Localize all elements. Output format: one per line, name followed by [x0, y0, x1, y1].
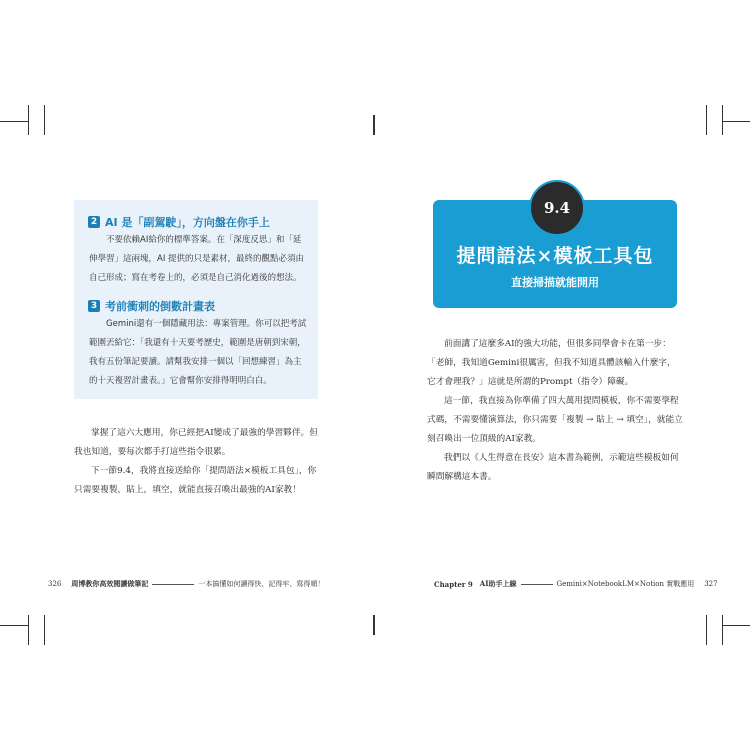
book-subtitle: 一本搞懂如何讀得快、記得牢、寫得順！: [198, 580, 325, 588]
footer-rule: [152, 584, 194, 585]
chapter-title: AI助手上線: [479, 579, 517, 588]
tip-title: AI 是「副駕駛」，方向盤在你手上: [105, 216, 270, 229]
body-paragraph: 下一節9.4，我將直接送給你「提問語法×模板工具包」，你只需要複製，貼上，填空，就能直接召喚出最強的AI家教！: [74, 466, 317, 495]
tip-title: 考前衝刺的倒數計畫表: [105, 300, 215, 313]
body-paragraph: 掌握了這六大應用，你已經把AI變成了最強的學習夥伴。但我也知道，要每次都手打這些指令很累。: [74, 428, 318, 457]
running-title: Gemini×NotebookLM×Notion 實戰應用: [556, 580, 695, 588]
tip-text: 不要依賴AI給你的標準答案。在「深度反思」和「延伸學習」這兩塊，AI 提供的只是素材，最終的觀點必須由自己形成；寫在考卷上的，必須是自己消化過後的想法。: [89, 235, 305, 283]
footer-rule: [521, 584, 553, 585]
tip-text: Gemini還有一個隱藏用法：專案管理。你可以把考試範圍丟給它：「我還有十天要考歷史，範圍是唐朝到宋朝，我有五份筆記要讀。請幫我安排一個以「回想練習」為主的十天複習計畫表。」它會幫你安排得明明白白。: [89, 319, 307, 386]
section-subtitle: 直接掃描就能開用: [511, 276, 599, 289]
page-footer: [48, 579, 324, 589]
chapter-label: Chapter 9: [434, 579, 473, 589]
body-paragraph: 我們以《人生得意在長安》這本書為範例，示範這些模板如何瞬間解構這本書。: [427, 453, 679, 482]
section-number-badge: [529, 180, 585, 236]
tip-heading: [88, 298, 215, 314]
right-page: [375, 0, 750, 750]
page-footer: [434, 579, 718, 589]
tip-heading: [88, 214, 270, 230]
number-badge: 3: [88, 300, 100, 312]
section-number: 9.4: [543, 199, 571, 217]
section-title: 提問語法×模板工具包: [456, 245, 654, 267]
page-number: 327: [704, 580, 718, 588]
page-number: 326: [48, 580, 62, 588]
body-paragraph: 這一節，我直接為你準備了四大萬用提問模板，你不需要學程式碼，不需要懂演算法，你只需要「複製 → 貼上 → 填空」，就能立刻召喚出一位頂級的AI家教。: [427, 396, 683, 444]
tip-box: [74, 200, 318, 399]
book-title: 周博教你高效閱讀做筆記: [71, 579, 149, 588]
body-paragraph: 前面講了這麼多AI的強大功能，但很多同學會卡在第一步：「老師，我知道Gemini很厲害，但我不知道具體該輸入什麼字，它才會理我？」這就是所謂的Prompt（指令）障礙。: [427, 339, 676, 387]
number-badge: 2: [88, 216, 100, 228]
